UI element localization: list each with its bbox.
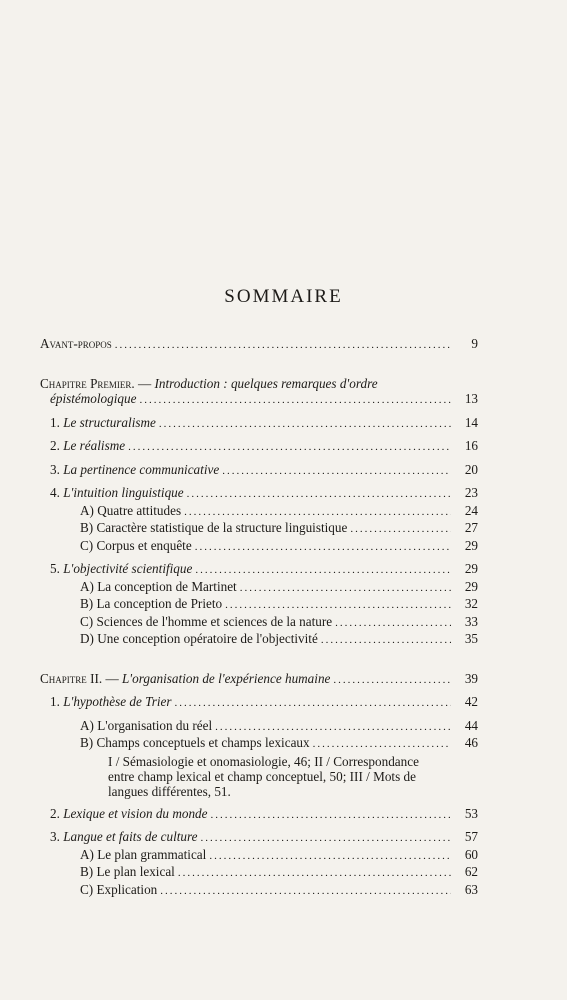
toc-page: 13 <box>464 391 478 406</box>
toc-page: 29 <box>464 578 478 594</box>
subsection-detail: I / Sémasiologie et onomasiologie, 46; II / Correspondance entre champ lexical et champ conceptuel, 50; III / Mots de langues différentes, 51. <box>108 753 419 799</box>
toc-page: 20 <box>464 461 478 477</box>
toc-subsection[interactable] <box>40 520 478 538</box>
section-number: 1. <box>50 414 64 430</box>
chapter-lead: Chapitre II. — <box>40 670 122 686</box>
toc-page: 32 <box>464 596 478 611</box>
leader-dots <box>321 633 451 649</box>
section-title: Langue et faits de culture <box>63 829 198 844</box>
toc-chapter-1[interactable] <box>40 376 478 409</box>
leader-dots <box>128 440 451 456</box>
toc-subsection[interactable] <box>40 631 478 649</box>
leader-dots <box>215 720 451 736</box>
leader-dots <box>335 616 451 632</box>
subsection-label: A) Quatre attitudes <box>80 502 182 518</box>
section-title: Le réalisme <box>63 438 126 453</box>
section-title: L'intuition linguistique <box>63 485 184 500</box>
toc-subsection[interactable] <box>40 614 478 632</box>
toc-page: 29 <box>464 561 478 576</box>
leader-dots <box>313 737 451 753</box>
subsection-label: C) Explication <box>80 881 158 897</box>
toc-subsection[interactable] <box>40 735 478 753</box>
subsection-label: B) La conception de Prieto <box>80 596 223 611</box>
toc-subsection[interactable] <box>40 579 478 597</box>
leader-dots <box>210 808 451 824</box>
chapter-title-line1: Introduction : quelques remarques d'ordre <box>154 375 378 391</box>
page-title: SOMMAIRE <box>224 286 343 307</box>
section-number: 3. <box>50 461 64 477</box>
toc-page: 42 <box>464 694 478 709</box>
section-title: L'objectivité scientifique <box>63 561 193 576</box>
toc-page: 14 <box>464 414 478 430</box>
section-number: 5. <box>50 561 64 576</box>
toc-subsection[interactable] <box>40 864 478 882</box>
toc-subsection[interactable] <box>40 538 478 556</box>
leader-dots <box>115 338 451 354</box>
toc-section[interactable] <box>40 561 478 579</box>
toc-page: 63 <box>464 881 478 897</box>
leader-dots <box>209 849 451 865</box>
toc-page: 16 <box>464 438 478 453</box>
section-number: 4. <box>50 485 64 500</box>
toc-page: 53 <box>464 805 478 821</box>
subsection-label: B) Le plan lexical <box>80 864 175 879</box>
subsection-label: A) Le plan grammatical <box>80 846 207 862</box>
toc-page: 46 <box>464 735 478 750</box>
leader-dots <box>187 487 451 503</box>
leader-dots <box>178 866 451 882</box>
section-number: 2. <box>50 805 64 821</box>
toc-chapter-2[interactable] <box>40 671 478 689</box>
leader-dots <box>139 393 451 409</box>
chapter-lead: Chapitre Premier. — <box>40 375 155 391</box>
toc-page: 33 <box>464 613 478 629</box>
leader-dots <box>184 505 451 521</box>
section-title: Le structuralisme <box>63 414 156 430</box>
subsection-label: A) La conception de Martinet <box>80 578 237 594</box>
toc-page: 27 <box>464 520 478 535</box>
chapter-title-line2: épistémologique <box>50 391 137 406</box>
leader-dots <box>160 884 451 900</box>
subsection-label: C) Sciences de l'homme et sciences de la nature <box>80 613 333 629</box>
subsection-label: B) Champs conceptuels et champs lexicaux <box>80 735 310 750</box>
section-number: 2. <box>50 438 64 453</box>
toc-page: 9 <box>471 336 478 351</box>
toc-page: 24 <box>464 502 478 518</box>
section-title: Lexique et vision du monde <box>63 805 208 821</box>
toc-subsection[interactable] <box>40 718 478 736</box>
leader-dots <box>195 563 451 579</box>
toc-section[interactable] <box>40 462 478 480</box>
toc-page: 23 <box>464 485 478 500</box>
subsection-label: D) Une conception opératoire de l'objectivité <box>80 631 318 646</box>
toc-subsection[interactable] <box>40 882 478 900</box>
leader-dots <box>159 417 451 433</box>
leader-dots <box>200 831 451 847</box>
leader-dots <box>175 696 451 712</box>
toc-label: Avant-propos <box>40 336 112 351</box>
section-number: 1. <box>50 694 64 709</box>
leader-dots <box>333 673 451 689</box>
leader-dots <box>195 540 451 556</box>
subsection-label: C) Corpus et enquête <box>80 537 192 553</box>
toc-subsection[interactable] <box>40 847 478 865</box>
toc-page: 60 <box>464 846 478 862</box>
toc-page: 35 <box>464 631 478 646</box>
section-title: La pertinence communicative <box>63 461 220 477</box>
toc-page: 57 <box>464 829 478 844</box>
toc-section[interactable] <box>40 415 478 433</box>
toc-subsection[interactable] <box>40 503 478 521</box>
toc-avant-propos[interactable] <box>40 336 478 354</box>
chapter-title: L'organisation de l'expérience humaine <box>121 670 331 686</box>
toc-section[interactable] <box>40 806 478 824</box>
toc-page: 39 <box>464 670 478 686</box>
table-of-contents <box>40 336 478 899</box>
leader-dots <box>240 581 451 597</box>
toc-section[interactable] <box>40 438 478 456</box>
subsection-label: A) L'organisation du réel <box>80 717 213 733</box>
toc-section[interactable] <box>40 485 478 503</box>
section-title: L'hypothèse de Trier <box>63 694 172 709</box>
subsection-label: B) Caractère statistique de la structure linguistique <box>80 520 348 535</box>
section-number: 3. <box>50 829 64 844</box>
leader-dots <box>350 522 451 538</box>
toc-section[interactable] <box>40 694 478 712</box>
toc-subsection[interactable] <box>40 596 478 614</box>
toc-section[interactable] <box>40 829 478 847</box>
toc-page: 44 <box>464 717 478 733</box>
toc-page: 29 <box>464 537 478 553</box>
leader-dots <box>222 464 451 480</box>
leader-dots <box>225 598 451 614</box>
toc-page: 62 <box>464 864 478 879</box>
